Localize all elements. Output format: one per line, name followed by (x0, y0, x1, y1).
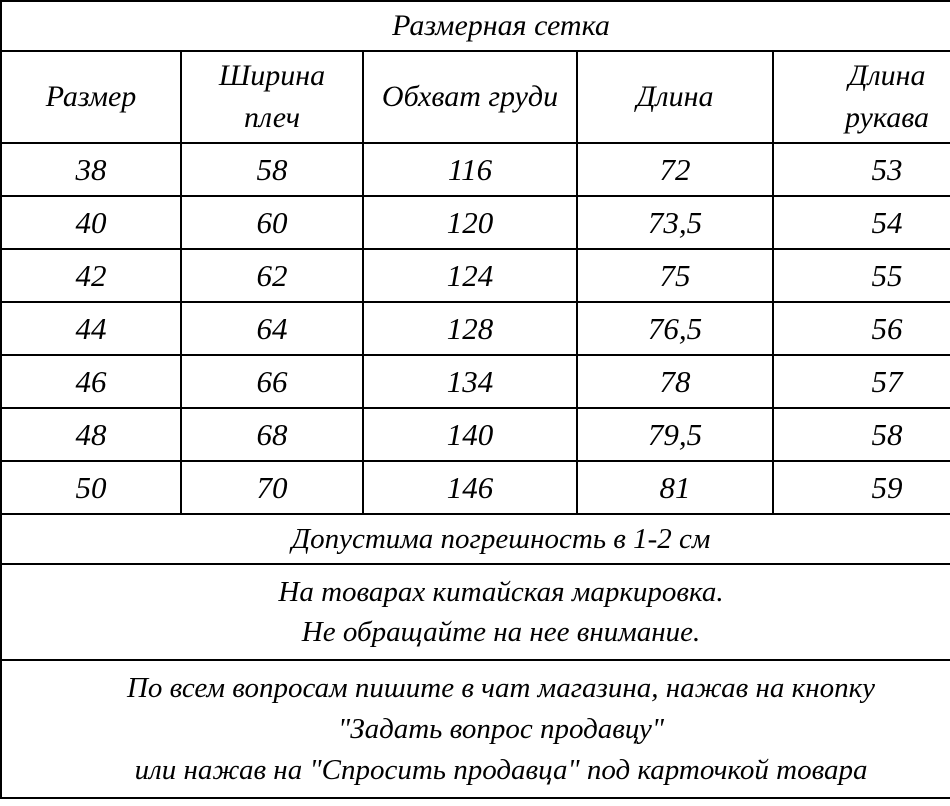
header-row (1, 51, 950, 143)
cell-length: 81 (577, 461, 773, 514)
cell-sleeve: 54 (773, 196, 950, 249)
cell-chest: 140 (363, 408, 577, 461)
title-row (1, 1, 950, 51)
header-shoulders-line-2: плеч (243, 101, 301, 134)
cell-chest: 116 (363, 143, 577, 196)
cell-chest: 124 (363, 249, 577, 302)
table-row (1, 196, 950, 249)
marking-note-row (1, 564, 950, 660)
cell-chest: 146 (363, 461, 577, 514)
cell-length: 75 (577, 249, 773, 302)
contact-note-line-1: По всем вопросам пишите в чат магазина, нажав на кнопку (126, 671, 876, 704)
cell-size: 38 (1, 143, 181, 196)
contact-note-line-2: "Задать вопрос продавцу" (338, 712, 664, 745)
contact-note-line-3: или нажав на "Спросить продавца" под карточкой товара (134, 753, 868, 786)
cell-sleeve: 59 (773, 461, 950, 514)
cell-sleeve: 58 (773, 408, 950, 461)
cell-shoulders: 62 (181, 249, 363, 302)
cell-size: 46 (1, 355, 181, 408)
contact-note (1, 660, 950, 798)
header-sleeve-line-2: рукава (845, 101, 930, 134)
cell-length: 76,5 (577, 302, 773, 355)
table-row (1, 355, 950, 408)
cell-length: 73,5 (577, 196, 773, 249)
cell-sleeve: 57 (773, 355, 950, 408)
cell-shoulders: 64 (181, 302, 363, 355)
cell-chest: 134 (363, 355, 577, 408)
cell-length: 79,5 (577, 408, 773, 461)
chart-title: Размерная сетка (1, 1, 950, 51)
cell-size: 42 (1, 249, 181, 302)
table-row (1, 249, 950, 302)
table-row (1, 302, 950, 355)
marking-note (1, 564, 950, 660)
table-row (1, 143, 950, 196)
cell-size: 44 (1, 302, 181, 355)
tolerance-row (1, 514, 950, 564)
header-shoulders (181, 51, 363, 143)
cell-size: 50 (1, 461, 181, 514)
cell-shoulders: 66 (181, 355, 363, 408)
cell-shoulders: 68 (181, 408, 363, 461)
header-sleeve-line-1: Длина (848, 59, 926, 92)
cell-chest: 128 (363, 302, 577, 355)
cell-shoulders: 58 (181, 143, 363, 196)
marking-note-line-2: Не обращайте на нее внимание. (301, 616, 701, 648)
cell-size: 40 (1, 196, 181, 249)
cell-sleeve: 56 (773, 302, 950, 355)
header-size: Размер (1, 51, 181, 143)
contact-note-row (1, 660, 950, 798)
cell-shoulders: 60 (181, 196, 363, 249)
table-row (1, 461, 950, 514)
table-row (1, 408, 950, 461)
cell-chest: 120 (363, 196, 577, 249)
header-shoulders-line-1: Ширина (218, 59, 326, 92)
header-length: Длина (577, 51, 773, 143)
marking-note-line-1: На товарах китайская маркировка. (278, 576, 724, 608)
cell-sleeve: 53 (773, 143, 950, 196)
cell-shoulders: 70 (181, 461, 363, 514)
cell-size: 48 (1, 408, 181, 461)
cell-length: 72 (577, 143, 773, 196)
header-sleeve (773, 51, 950, 143)
tolerance-note: Допустима погрешность в 1-2 см (1, 514, 950, 564)
header-chest: Обхват груди (363, 51, 577, 143)
cell-length: 78 (577, 355, 773, 408)
cell-sleeve: 55 (773, 249, 950, 302)
